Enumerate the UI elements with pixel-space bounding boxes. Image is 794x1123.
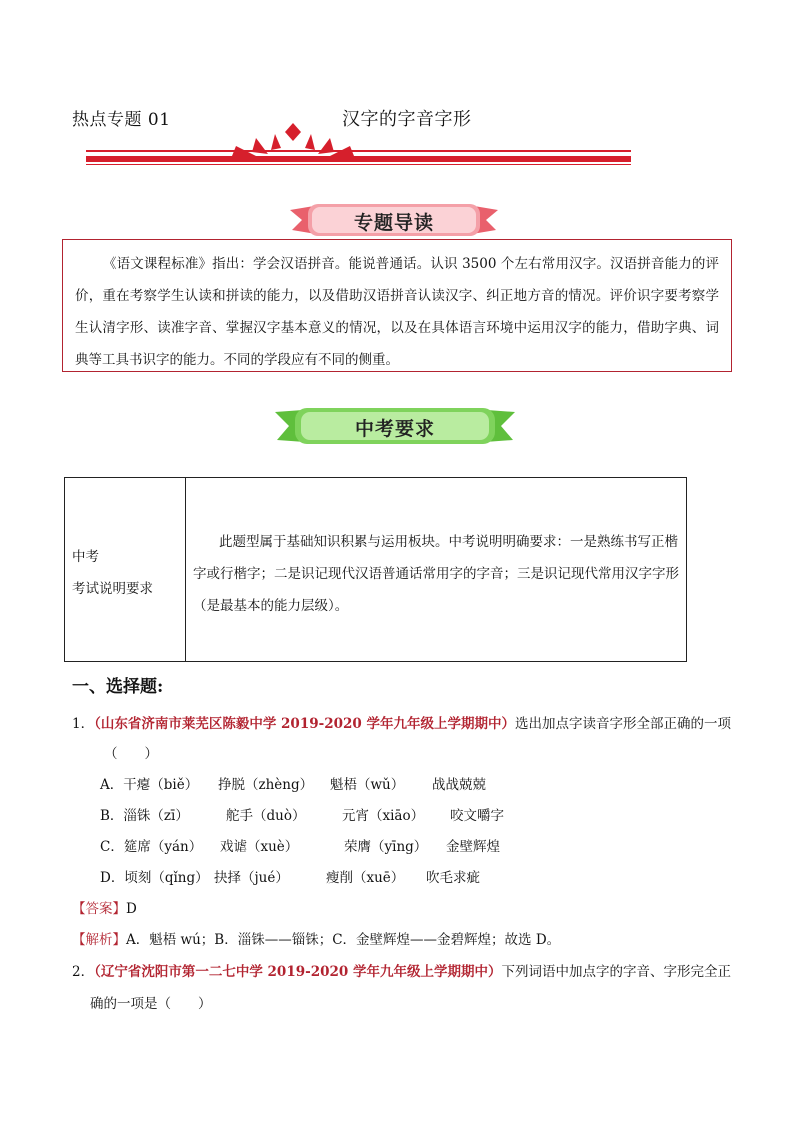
q1-answer-line	[72, 897, 137, 917]
q1-analysis-label: 【解析】	[72, 932, 126, 948]
q1-option-b2: 舵手（duò）	[226, 808, 306, 824]
q1-number: 1．	[72, 716, 95, 732]
q1-option-b1: B．淄铢（zī）	[100, 808, 189, 824]
q1-option-d3: 瘦削（xuē）	[326, 870, 405, 886]
q1-option-b4: 咬文嚼字	[450, 808, 504, 824]
table-label-line1: 中考	[72, 549, 99, 565]
q1-paren: （ ）	[104, 746, 158, 762]
q1-option-a2: 挣脱（zhèng）	[218, 777, 314, 793]
q1-option-c1: C．筵席（yán）	[100, 839, 203, 855]
q1-option-a4: 战战兢兢	[432, 777, 486, 793]
header-ornament-icon	[232, 123, 354, 158]
q1-option-c3: 荣膺（yīng）	[344, 839, 428, 855]
q1-option-d4: 吹毛求疵	[426, 870, 480, 886]
table-divider	[185, 477, 186, 662]
intro-banner	[290, 200, 498, 240]
q1-stem: 选出加点字读音字形全部正确的一项	[515, 716, 731, 732]
requirement-banner-label: 中考要求	[354, 418, 435, 440]
intro-box	[62, 239, 732, 372]
q1-option-a3: 魁梧（wǔ）	[330, 777, 405, 793]
q1-answer-label: 【答案】	[72, 901, 126, 917]
q2-stem: 下列词语中加点字的字音、字形完全正	[501, 964, 731, 980]
intro-banner-label: 专题导读	[353, 212, 434, 234]
q1-option-d1: D．顷刻（qǐng）	[100, 870, 209, 886]
q1-analysis: A．魁梧 wú；B．淄铢——锱铢；C．金壁辉煌——金碧辉煌；故选 D。	[126, 932, 561, 948]
q2-stem-line2: 确的一项是（ ）	[90, 996, 212, 1012]
section-title: 一、选择题:	[72, 677, 164, 697]
table-label-line2: 考试说明要求	[72, 581, 153, 597]
q1-option-d2: 抉择（jué）	[214, 870, 289, 886]
q1-option-c2: 戏谑（xuè）	[220, 839, 299, 855]
table-body-text: 此题型属于基础知识积累与运用板块。中考说明明确要求：一是熟练书写正楷字或行楷字；二是识记现代汉语普通话常用字的字音；三是识记现代常用汉字字形（是最基本的能力层级）。	[193, 534, 679, 614]
q1-option-b3: 元宵（xiāo）	[342, 808, 425, 824]
q2-number: 2．	[72, 964, 95, 980]
q2-source: （辽宁省沈阳市第一二七中学 2019-2020 学年九年级上学期期中）	[94, 964, 502, 980]
q1-option-c4: 金壁辉煌	[446, 839, 500, 855]
header-left-title: 热点专题 01	[72, 110, 171, 130]
q1-stem-line	[72, 712, 731, 732]
q1-option-a1: A．干瘪（biě）	[100, 777, 199, 793]
header-right-title: 汉字的字音字形	[342, 109, 472, 130]
q1-answer: D	[126, 901, 137, 917]
requirement-banner	[275, 404, 515, 448]
q1-source: （山东省济南市莱芜区陈毅中学 2019-2020 学年九年级上学期期中）	[94, 716, 515, 732]
q1-analysis-line	[72, 928, 560, 948]
q2-stem-line	[72, 960, 731, 980]
intro-text: 《语文课程标准》指出：学会汉语拼音。能说普通话。认识 3500 个左右常用汉字。汉语拼音能力的评价，重在考察学生认读和拼读的能力，以及借助汉语拼音认读汉字、纠正地方音的情况。评价识字要考察学生认清字形、读准字音、掌握汉字基本意义的情况，以及在具体语言环境中运用汉字的能力，借助字典、词典等工具书识字的能力。不同的学段应有不同的侧重。	[75, 256, 719, 368]
header-decoration	[86, 120, 631, 168]
